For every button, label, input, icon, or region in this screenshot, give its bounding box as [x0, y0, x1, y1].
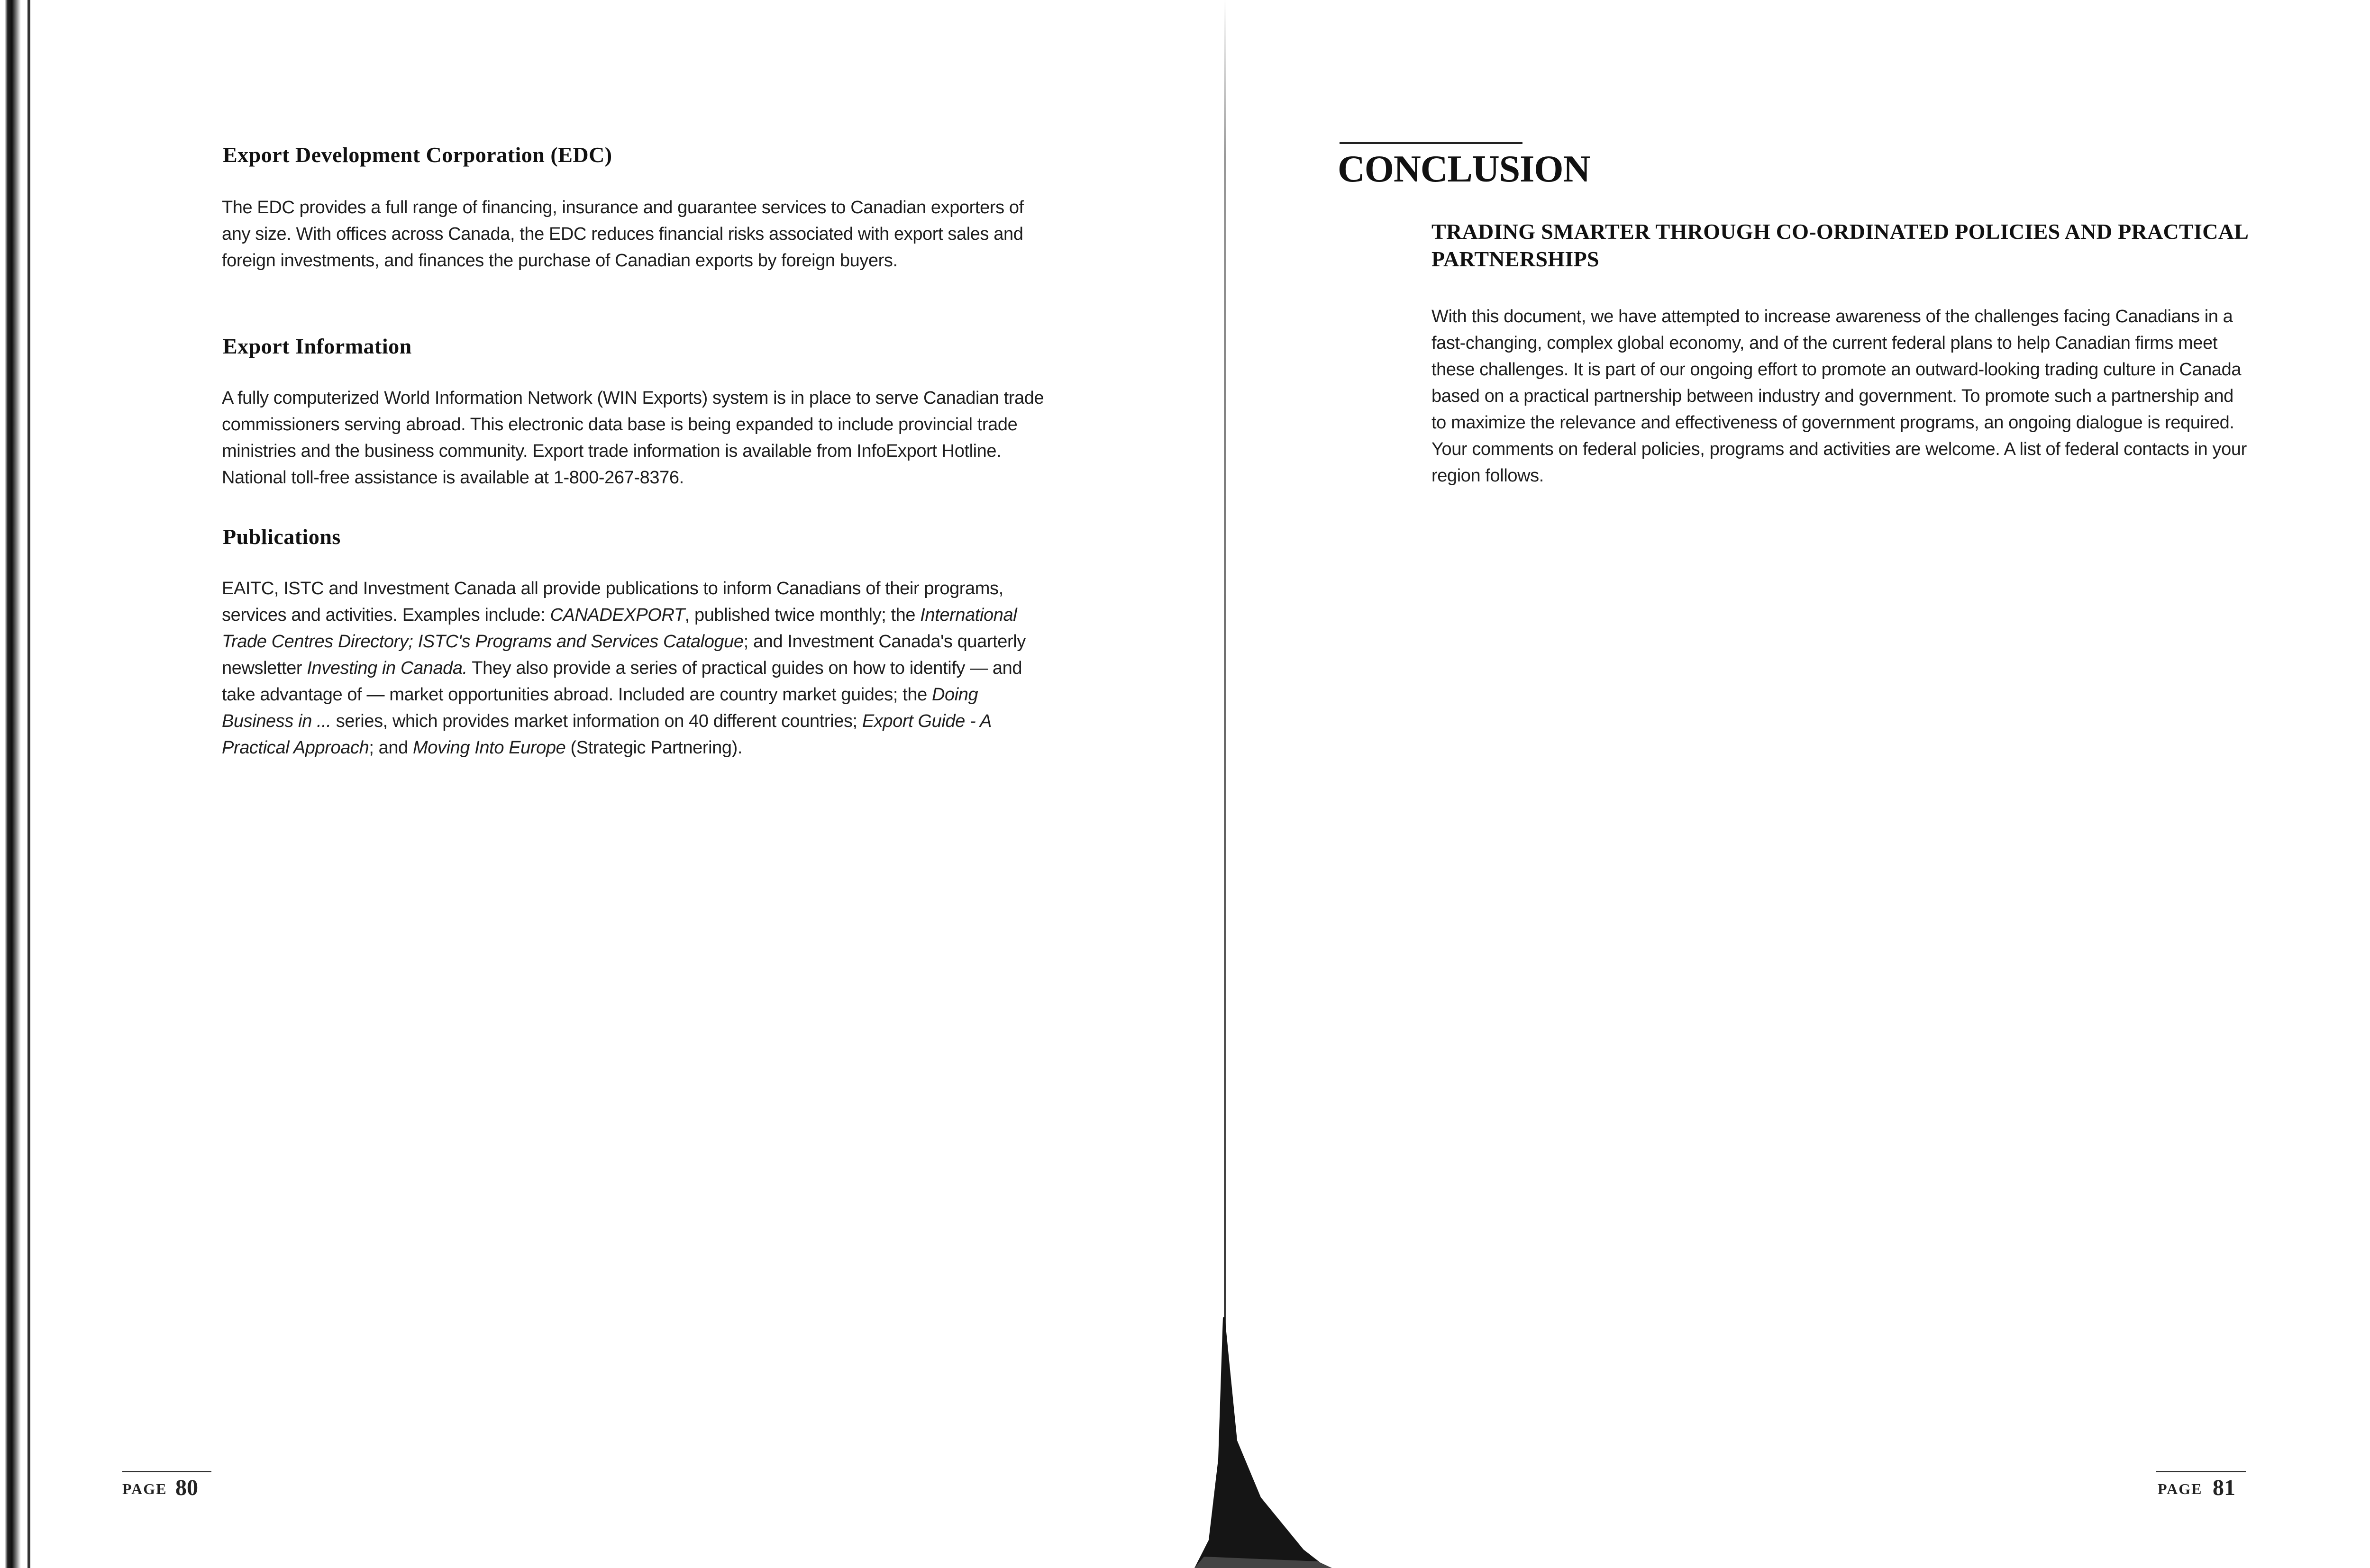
footer-rule-left	[122, 1471, 211, 1472]
footer-page-label-right: PAGE	[2158, 1480, 2203, 1497]
footer-page-label-left: PAGE	[122, 1480, 167, 1497]
publication-export-guide: Export Guide - A Practical Approach	[222, 711, 991, 758]
publications-text-2: , published twice monthly; the	[684, 605, 921, 625]
heading-publications: Publications	[223, 525, 341, 549]
conclusion-subheading: TRADING SMARTER THROUGH CO-ORDINATED POLICIES AND PRACTICAL PARTNERSHIPS	[1431, 219, 2248, 271]
scan-edge-line	[27, 0, 30, 1568]
paragraph-edc: The EDC provides a full range of financing, insurance and guarantee services to Canadian exporters of any size. With offices across Canada, the EDC reduces financial risks associated with export sales and foreign investments, and finances the purchase of Canadian exports by foreign buyers.	[222, 198, 1024, 271]
page-number-right: 81	[2213, 1475, 2235, 1500]
footer-rule-right	[2156, 1471, 2246, 1472]
publications-text-5: series, which provides market information on 40 different countries;	[331, 711, 862, 731]
paragraph-export-information: A fully computerized World Information Network (WIN Exports) system is in place to serve Canadian trade commissioners serving abroad. This electronic data base is being expanded to include provincial trade ministries and the business community. Export trade information is available from InfoExport Hotline. National toll-free assistance is available at 1-800-267-8376.	[222, 388, 1044, 488]
publication-trade-centres-directory: International Trade Centres Directory; ISTC's Programs and Services Catalogue	[222, 605, 1017, 652]
conclusion-title: CONCLUSION	[1338, 148, 1590, 190]
publication-investing-in-canada: Investing in Canada.	[307, 658, 467, 678]
publications-text-3: ; and Investment Canada's quarterly newsletter	[222, 632, 1026, 678]
gutter-shadow	[1194, 1317, 1337, 1568]
paragraph-publications	[222, 575, 1051, 761]
conclusion-paragraph: With this document, we have attempted to increase awareness of the challenges facing Canadians in a fast-changing, complex global economy, and of the current federal plans to help Canadian firms meet these challenges. It is part of our ongoing effort to promote an outward-looking trading culture in Canada based on a practical partnership between industry and government. To promote such a partnership and to maximize the relevance and effectiveness of government programs, an ongoing dialogue is required. Your comments on federal policies, programs and activities are welcome. A list of federal contacts in your region follows.	[1431, 307, 2247, 486]
heading-export-information: Export Information	[223, 334, 412, 358]
publication-moving-into-europe: Moving Into Europe	[413, 738, 566, 758]
page-number-left: 80	[175, 1475, 198, 1500]
publications-text-6: ; and	[369, 738, 413, 758]
publications-text-7: (Strategic Partnering).	[565, 738, 743, 758]
publications-text-4: They also provide a series of practical guides on how to identify — and take advantage of — market opportunities abroad. Included are country market guides; the	[222, 658, 1022, 705]
heading-edc: Export Development Corporation (EDC)	[223, 143, 612, 167]
publication-canadexport: CANADEXPORT	[550, 605, 685, 625]
publication-doing-business-in: Doing Business in ...	[222, 685, 978, 731]
scan-binding-edge	[5, 0, 21, 1568]
conclusion-rule	[1340, 142, 1522, 144]
publications-text-1: EAITC, ISTC and Investment Canada all provide publications to inform Canadians of their programs, services and activities. Examples include:	[222, 579, 1003, 625]
